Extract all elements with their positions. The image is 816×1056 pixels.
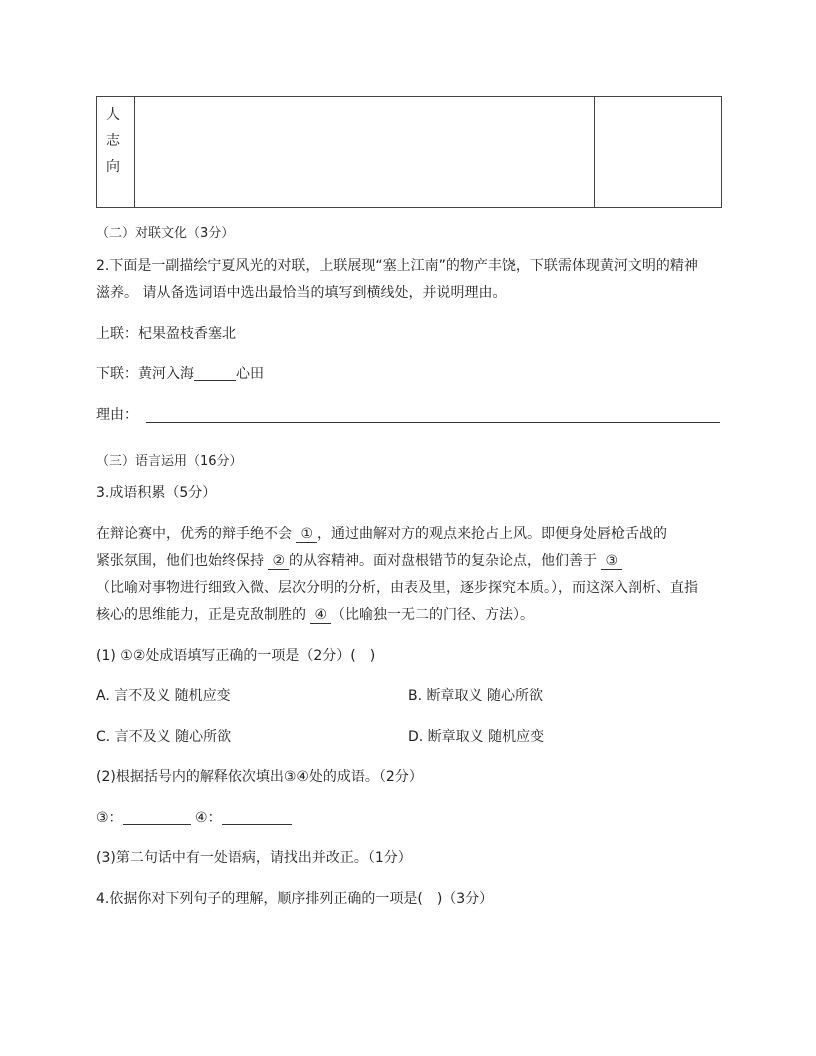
upper-couplet: 上联：杞果盈枝香塞北 [96, 326, 236, 342]
option-b[interactable]: B. 断章取义 随心所欲 [408, 688, 543, 704]
lower-couplet-prefix: 下联：黄河入海 [96, 366, 194, 382]
passage-text: 在辩论赛中，优秀的辩手绝不会 [96, 526, 297, 542]
blank-2[interactable] [268, 553, 289, 570]
blank-marker-3: ③ [605, 553, 619, 569]
passage-text: 的从容精神。面对盘根错节的复杂论点，他们善于 [289, 553, 602, 569]
blank-marker-4: ④ [314, 607, 328, 623]
passage-text: （比喻独一无二的门径、方法）。 [331, 607, 535, 623]
lower-couplet-suffix: 心田 [236, 366, 264, 382]
reason-answer-line[interactable] [146, 422, 720, 423]
couplet-blank[interactable] [194, 366, 236, 381]
section-heading-language: （三）语言运用（16分） [96, 454, 243, 469]
subquestion-1-stem: (1) ①②处成语填写正确的一项是（2分）( ) [96, 648, 376, 664]
question-2-line1: 2.下面是一副描绘宁夏风光的对联，上联展现“塞上江南”的物产丰饶，下联需体现黄河文明的精神 [96, 258, 698, 274]
subquestion-3-stem: (3)第二句话中有一处语病，请找出并改正。（1分） [96, 850, 412, 866]
table-label-cell [97, 97, 135, 207]
fill-in-row [96, 809, 292, 827]
table-content-cell[interactable] [134, 97, 595, 207]
table-label-char: 向 [106, 159, 120, 175]
reason-label: 理由： [96, 407, 138, 423]
blank-marker-1: ① [300, 526, 314, 542]
option-a[interactable]: A. 言不及义 随机应变 [96, 688, 231, 704]
passage-text: ，通过曲解对方的观点来抢占上风。即便身处唇枪舌战的 [317, 526, 668, 542]
passage-line1 [96, 525, 667, 543]
answer-table [96, 96, 722, 208]
lower-couplet [96, 365, 264, 383]
question-3-title: 3.成语积累（5分） [96, 485, 217, 501]
fill-blank-3[interactable] [123, 810, 191, 825]
fill-blank-4[interactable] [222, 810, 292, 825]
table-score-cell[interactable] [595, 97, 721, 207]
blank-marker-2: ② [272, 553, 286, 569]
question-4-stem: 4.依据你对下列句子的理解，顺序排列正确的一项是( )（3分） [96, 891, 494, 907]
passage-line4 [96, 606, 534, 624]
section-heading-couplet: （二）对联文化（3分） [96, 226, 235, 241]
passage-text: 核心的思维能力，正是克敌制胜的 [96, 607, 311, 623]
blank-3[interactable] [601, 553, 622, 570]
passage-line3: （比喻对事物进行细致入微、层次分明的分析，由表及里，逐步探究本质。），而这深入剖析、直指 [96, 580, 698, 596]
passage-line2 [96, 552, 622, 570]
passage-text: 紧张氛围，他们也始终保持 [96, 553, 269, 569]
table-label-char: 志 [106, 133, 120, 149]
table-label-char: 人 [106, 107, 120, 123]
fill-label-3: ③： [96, 810, 123, 826]
option-c[interactable]: C. 言不及义 随心所欲 [96, 729, 232, 745]
subquestion-2-stem: (2)根据括号内的解释依次填出③④处的成语。（2分） [96, 769, 423, 785]
question-2-line2: 滋养。 请从备选词语中选出最恰当的填写到横线处，并说明理由。 [96, 285, 507, 301]
blank-1[interactable] [296, 526, 317, 543]
fill-label-4: ④： [195, 810, 222, 826]
blank-4[interactable] [310, 607, 331, 624]
option-d[interactable]: D. 断章取义 随机应变 [408, 729, 545, 745]
